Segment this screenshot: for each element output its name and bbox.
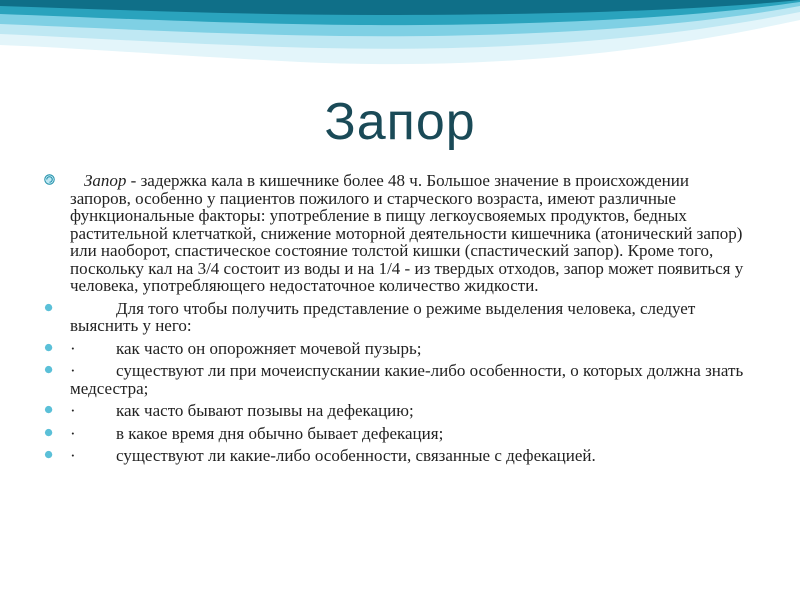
slide-title: Запор [324,93,476,151]
list-item-text: как часто бывают позывы на дефекацию; [116,401,414,420]
list-marker: · [70,361,76,380]
decorative-wave-header [0,0,800,80]
dot-bullet-icon [44,303,55,314]
paragraph-intro [44,300,754,335]
dot-bullet-icon [44,405,55,416]
intro-text: Для того чтобы получить представление о режиме выделения человека, следует выяснить у него: [70,298,696,335]
paragraph-definition [44,172,754,295]
list-item [44,447,754,465]
dot-bullet-icon [44,428,55,439]
list-item [44,340,754,358]
dot-bullet-icon [44,343,55,354]
list-item [44,362,754,397]
list-item-text: существуют ли при мочеиспускании какие-либо особенности, о которых должна знать медсестра; [70,361,744,398]
list-marker: · [70,338,76,358]
list-item-text: в какое время дня обычно бывает дефекация; [116,423,444,443]
dot-bullet-icon [44,450,55,461]
list-marker: · [70,401,76,420]
swirl-bullet-icon [44,174,55,185]
list-marker: · [70,423,76,443]
list-item [44,402,754,420]
list-marker: · [70,446,76,465]
list-item [44,425,754,443]
list-item-text: как часто он опорожняет мочевой пузырь; [116,338,422,358]
dot-bullet-icon [44,365,55,376]
list-item-text: существуют ли какие-либо особенности, связанные с дефекацией. [116,446,596,465]
slide-body [44,172,754,470]
definition-text: - задержка кала в кишечнике более 48 ч. Большое значение в происхождении запоров, особенно у пациентов пожилого и старческого возраста, имеют различные функциональные факторы: употребление в пищу легкоусвояемых продуктов, бедных растительной клетчаткой, снижение моторной деятельности кишечника (атонический запор) или наоборот, спастическое состояние толстой кишки (спастический запор). Кроме того, поскольку кал на 3/4 состоит из воды и на 1/4 - из твердых отходов, запор может появиться у человека, употребляющего недостаточное количество жидкости. [70,171,744,295]
term-zapor: Запор [84,171,127,190]
